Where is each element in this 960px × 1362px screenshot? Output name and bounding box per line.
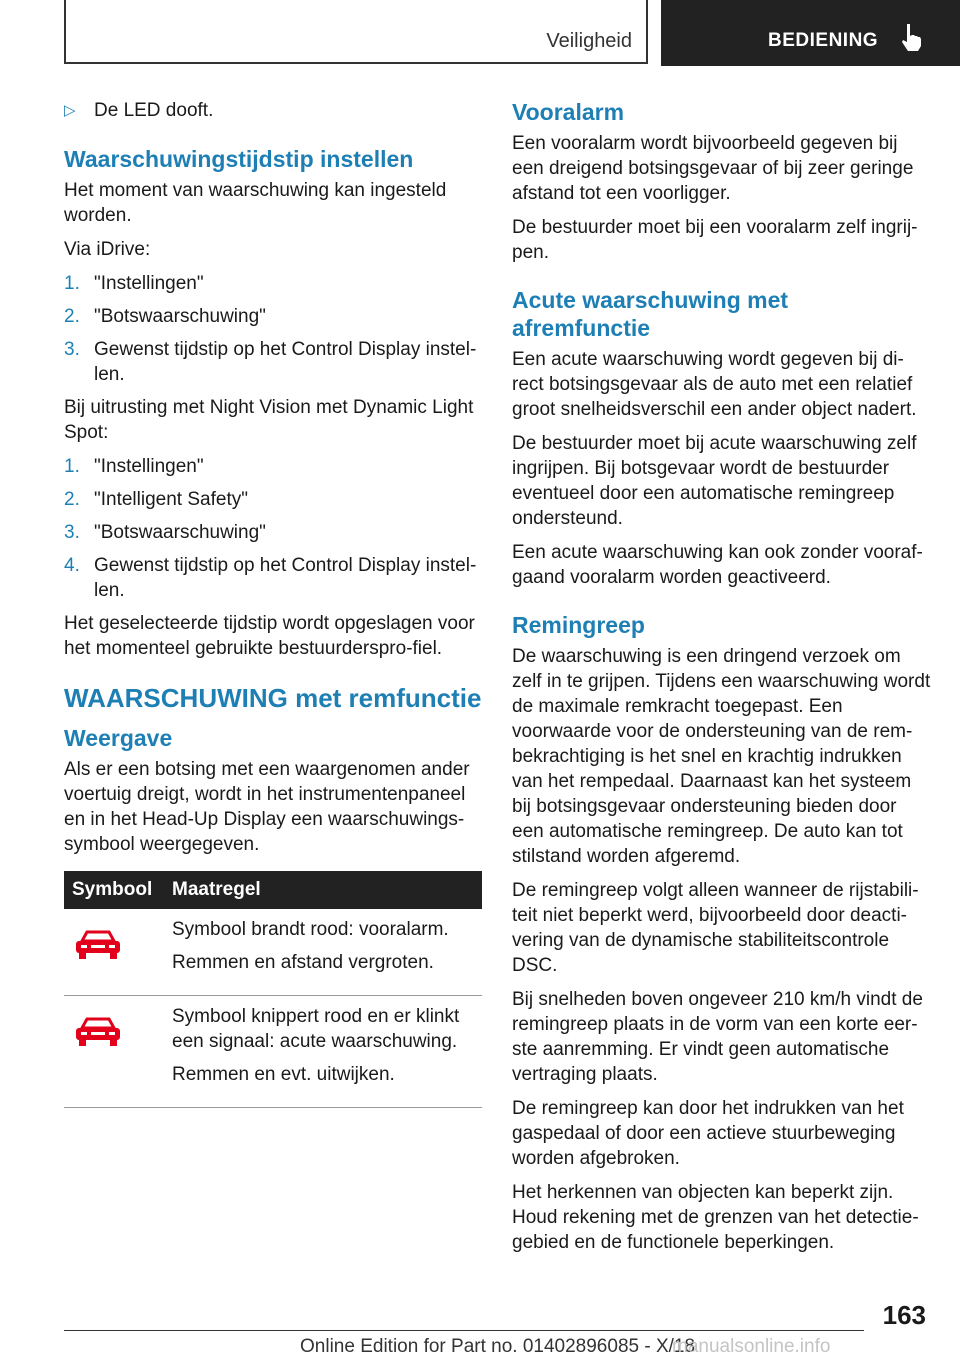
paragraph: Bij uitrusting met Night Vision met Dynamic Light Spot: <box>64 397 474 443</box>
step-number: 2. <box>64 489 80 510</box>
paragraph: Het herkennen van objecten kan beperkt zijn. Houd rekening met de grenzen van het detectie-gebied en de functionele beperkingen. <box>512 1182 919 1253</box>
section-heading-display: Weergave <box>64 725 173 751</box>
car-warning-icon <box>72 927 124 961</box>
paragraph: De bestuurder moet bij acute waarschuwing zelf ingrijpen. Bij botsgevaar wordt de bestuurder eventueel door een automatische remingreep ondersteund. <box>512 433 917 529</box>
chapter-heading-warning: WAARSCHUWING met remfunctie <box>64 683 482 713</box>
paragraph: Het geselecteerde tijdstip wordt opgeslagen voor het momenteel gebruikte bestuurderspro-fiel. <box>64 613 475 659</box>
step-text: Gewenst tijdstip op het Control Display instel-len. <box>94 339 477 385</box>
column-header-action: Maatregel <box>164 871 482 909</box>
table-row <box>64 909 482 996</box>
action-cell <box>164 909 482 996</box>
list-item <box>64 454 482 479</box>
paragraph: Een acute waarschuwing wordt gegeven bij di-rect botsingsgevaar als de auto met een relatief groot snelheidsverschil een ander object nadert. <box>512 349 917 420</box>
paragraph: Een acute waarschuwing kan ook zonder vooraf-gaand vooralarm worden geactiveerd. <box>512 542 923 588</box>
list-item <box>64 520 482 545</box>
action-description: Symbool knippert rood en er klinkt een signaal: acute waarschuwing. <box>172 1006 460 1052</box>
steps-list-night-vision <box>64 454 482 603</box>
section-title: Veiligheid <box>546 30 632 52</box>
step-number: 4. <box>64 555 80 576</box>
paragraph: Via iDrive: <box>64 239 151 260</box>
step-number: 3. <box>64 522 80 543</box>
symbol-table <box>64 871 482 1108</box>
step-number: 1. <box>64 456 80 477</box>
paragraph: Als er een botsing met een waargenomen ander voertuig dreigt, wordt in het instrumentenpaneel en in het Head-Up Display een waarschuwings-symbool weergegeven. <box>64 759 470 855</box>
step-text: "Botswaarschuwing" <box>94 306 266 327</box>
section-heading-acute-warning: Acute waarschuwing met afremfunctie <box>512 287 789 341</box>
action-description: Symbool brandt rood: vooralarm. <box>172 919 449 940</box>
paragraph: De waarschuwing is een dringend verzoek om zelf in te grijpen. Tijdens een waarschuwing wordt de maximale remkracht toegepast. Een voorwaarde voor de ondersteuning van de rem-bekrachtiging is het snel en krachtig indrukken van het rempedaal. Daarnaast kan het systeem bij botsingsgevaar ondersteuning bieden door een automatische remingreep. De auto kan tot stilstand worden afgeremd. <box>512 646 931 867</box>
section-heading-warning-time: Waarschuwingstijdstip instellen <box>64 146 414 172</box>
steps-list-idrive <box>64 271 482 387</box>
paragraph: Een vooralarm wordt bijvoorbeeld gegeven bij een dreigend botsingsgevaar of bij zeer geringe afstand tot een voorligger. <box>512 133 914 204</box>
paragraph: De remingreep kan door het indrukken van het gaspedaal of door een actieve stuurbeweging worden afgebroken. <box>512 1098 904 1169</box>
page-header <box>0 0 960 66</box>
left-column <box>64 98 482 1108</box>
step-text: "Instellingen" <box>94 273 204 294</box>
edition-text: Online Edition for Part no. 01402896085 - X/18 <box>300 1336 696 1357</box>
symbol-cell <box>64 996 164 1108</box>
right-column <box>512 98 932 1264</box>
header-section-box <box>64 0 648 64</box>
hand-pointer-icon <box>899 22 925 52</box>
paragraph: De bestuurder moet bij een vooralarm zelf ingrij-pen. <box>512 217 918 263</box>
step-text: "Intelligent Safety" <box>94 489 248 510</box>
chapter-title: BEDIENING <box>768 30 879 51</box>
step-text: Gewenst tijdstip op het Control Display instel-len. <box>94 555 477 601</box>
footer-divider <box>64 1330 864 1331</box>
step-number: 1. <box>64 273 80 294</box>
step-number: 3. <box>64 339 80 360</box>
paragraph: Bij snelheden boven ongeveer 210 km/h vindt de remingreep plaats in de vorm van een korte eer-ste aanremming. Er vindt geen automatische vertraging plaats. <box>512 989 923 1085</box>
list-item <box>64 271 482 296</box>
column-header-symbol: Symbool <box>64 871 164 909</box>
action-cell <box>164 996 482 1108</box>
watermark: manualsonline.info <box>672 1336 831 1357</box>
section-heading-braking: Remingreep <box>512 612 645 638</box>
chapter-tab <box>661 0 960 66</box>
step-text: "Instellingen" <box>94 456 204 477</box>
list-item <box>64 337 482 387</box>
result-text: De LED dooft. <box>94 100 214 121</box>
paragraph: De remingreep volgt alleen wanneer de rijstabili-teit niet beperkt werd, bijvoorbeeld door deacti-vering van de dynamische stabiliteitscontrole DSC. <box>512 880 919 976</box>
symbol-cell <box>64 909 164 996</box>
table-row <box>64 996 482 1108</box>
action-instruction: Remmen en evt. uitwijken. <box>172 1064 395 1085</box>
triangle-bullet-icon: ▷ <box>64 102 76 119</box>
list-item <box>64 553 482 603</box>
step-number: 2. <box>64 306 80 327</box>
step-text: "Botswaarschuwing" <box>94 522 266 543</box>
section-heading-pre-warning: Vooralarm <box>512 99 625 125</box>
paragraph: Het moment van waarschuwing kan ingesteld worden. <box>64 180 447 226</box>
table-header-row <box>64 871 482 909</box>
result-line <box>64 98 482 123</box>
action-instruction: Remmen en afstand vergroten. <box>172 952 434 973</box>
page-number: 163 <box>882 1300 926 1330</box>
list-item <box>64 304 482 329</box>
car-warning-icon <box>72 1014 124 1048</box>
list-item <box>64 487 482 512</box>
